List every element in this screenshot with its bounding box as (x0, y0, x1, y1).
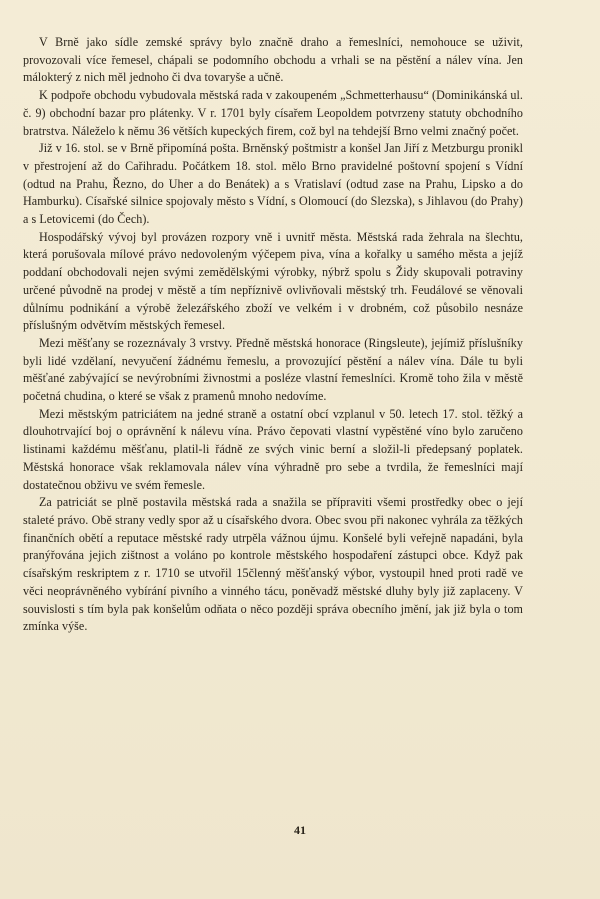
paragraph-6: Mezi městským patriciátem na jedné straně a ostatní obcí vzplanul v 50. letech 17. stol. těžký a dlouhotrvající boj o oprávnění k nálevu vína. Právo čepovati vlastní vypěstěné víno bylo zaručeno listinami každému měšťanu, platil-li řádně ze svých vinic berní a složil-li předepsaný poplatek. Městská honorace však reklamovala nálev vína výhradně pro sebe a tvrdila, že řemeslníci mají dostatečnou obživu ve svém řemesle. (23, 406, 523, 492)
body-text (23, 34, 523, 636)
paragraph-3: Již v 16. stol. se v Brně připomíná pošta. Brněnský poštmistr a konšel Jan Jiří z Metzburgu pronikl v přestrojení až do Cařihradu. Počátkem 18. stol. mělo Brno pravidelné poštovní spojení s Vídní (odtud na Prahu, Řezno, do Uher a do Benátek) a s Vratislaví (odtud zase na Prahu, Lipsko a do Hamburku). Císařské silnice spojovaly město s Vídní, s Olomoucí (do Slezska), s Jihlavou (do Prahy) a s Letovicemi (do Čech). (23, 141, 523, 227)
paragraph-5: Mezi měšťany se rozeznávaly 3 vrstvy. Předně městská honorace (Ringsleute), jejímiž příslušníky byli lidé vzdělaní, nevyučení žádnému řemeslu, a provozující pěstění a nálev vína. Dále tu byli měšťané zabývající se nevýrobními živnostmi a posléze vlastní řemeslníci. Kromě toho žila v městě početná chudina, o které se však z pramenů mnoho nedovíme. (23, 335, 523, 404)
page-number: 41 (294, 823, 306, 837)
paragraph-4: Hospodářský vývoj byl provázen rozpory vně i uvnitř města. Městská rada žehrala na šlechtu, která porušovala mílové právo nedovoleným výčepem piva, vína a kořalky u samého města a jejíž poddaní obchodovali nejen svými zemědělskými výrobky, nýbrž spolu s Židy skupovali potraviny určené původně na prodej v městě a tím nepříznivě ovlivňovali městský trh. Feudálové se věnovali důlnímu podnikání a výrobě železářského zboží ve velkém i v drobném, což působilo nesnáze příslušným odvětvím městských řemesel. (23, 229, 523, 333)
paragraph-7: Za patriciát se plně postavila městská rada a snažila se přípraviti všemi prostředky obec o její staleté právo. Obě strany vedly spor až u císařského dvora. Obec svou při nakonec vyhrála za těžkých finančních obětí a reputace městské rady utrpěla vážnou újmu. Konšelé byli veřejně napadáni, byla pranýřována jejich zištnost a voláno po kontrole městského hospodaření zástupci obce. Když pak císařským reskriptem z r. 1710 se utvořil 15členný měšťanský výbor, vystoupil hned proti radě ve věci neoprávněného vybírání pivního a vinného tácu, poněvadž městské dluhy byly již zaplaceny. V souvislosti s tím byla pak konšelům odňata o něco později správa obecního jmění, jak již byla o tom zmínka výše. (23, 495, 523, 634)
paragraph-1: V Brně jako sídle zemské správy bylo značně draho a řemeslníci, nemohouce se uživit, provozovali více řemesel, chápali se podomního obchodu a vrhali se na pěstění a nálev vína. Jen málokterý z nich měl jednoho či dva tovaryše a učně. (23, 35, 523, 85)
paragraph-2: K podpoře obchodu vybudovala městská rada v zakoupeném „Schmetterhausu“ (Dominikánská ul. č. 9) obchodní bazar pro plátenky. V r. 1701 byly císařem Leopoldem potvrzeny statuty obchodního bratrstva. Náleželo k němu 36 větších kupeckých firem, což byl na tehdejší Brno velmi značný počet. (23, 88, 523, 138)
